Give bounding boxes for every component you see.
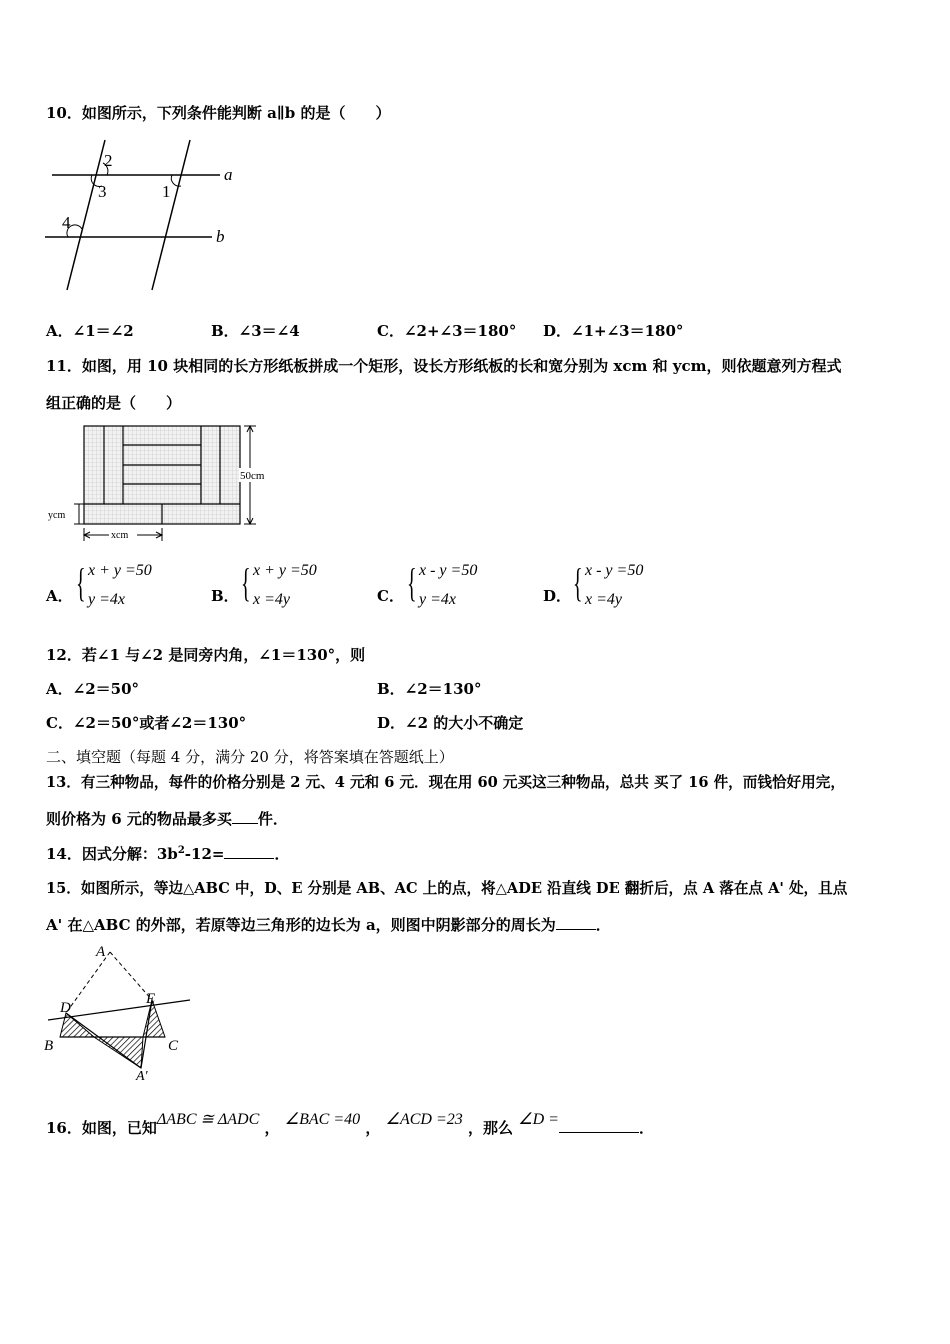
q12-option-d: D．∠2 的大小不确定 [377, 714, 524, 732]
q12-option-c: C．∠2＝50°或者∠2＝130° [46, 714, 247, 732]
q16-line [46, 1111, 654, 1138]
q11-option-c-eq1: x - y =50 [419, 562, 478, 579]
width-label: xcm [111, 530, 129, 541]
q16-answer-blank[interactable] [559, 1132, 639, 1133]
q11-stem-line1: 11．如图，用 10 块相同的长方形纸板拼成一个矩形，设长方形纸板的长和宽分别为 xcm 和 ycm，则依题意列方程式 [46, 357, 842, 375]
q10-option-a: A．∠1＝∠2 [46, 322, 134, 340]
q11-option-b-eq2: x =4y [253, 591, 290, 608]
q12-stem: 12．若∠1 与∠2 是同旁内角，∠1＝130°，则 [46, 646, 366, 664]
q16-end: ． [638, 1119, 654, 1137]
vertex-b-label: B [44, 1038, 54, 1054]
q10-option-d: D．∠1+∠3＝180° [543, 322, 684, 340]
angle-4-label: 4 [62, 213, 71, 232]
q16-congruence: ΔABC ≅ ΔADC [156, 1111, 260, 1128]
brace-a: { [76, 560, 86, 605]
q14-end: ． [274, 845, 290, 863]
q11-option-c-eq2: y =4x [419, 591, 456, 608]
section2-heading: 二、填空题（每题 4 分，满分 20 分，将答案填在答题纸上） [46, 748, 454, 766]
q15-end: ． [595, 916, 611, 934]
q11-option-a-letter: A． [46, 587, 73, 605]
q11-option-d-eq2: x =4y [585, 591, 622, 608]
q11-rectangle-figure [44, 422, 284, 544]
q11-option-b-system [253, 556, 317, 614]
q11-option-a-system [88, 556, 152, 614]
q16-mid: ，那么 [467, 1119, 513, 1137]
q13-line1: 13．有三种物品，每件的价格分别是 2 元、4 元和 6 元．现在用 60 元买这三种物品，总共 买了 16 件，而钱恰好用完， [46, 774, 845, 791]
y-label: ycm [48, 510, 66, 521]
q16-angle-acd: ∠ACD =23 [385, 1111, 463, 1128]
brace-b: { [241, 560, 251, 605]
q11-option-a-eq2: y =4x [88, 591, 125, 608]
q15-line2 [46, 914, 611, 935]
vertex-c-label: C [168, 1038, 179, 1054]
height-label: 50cm [240, 470, 265, 482]
q16-sep1: ， [264, 1119, 280, 1137]
q12-option-a: A．∠2＝50° [46, 680, 140, 698]
q11-option-b-eq1: x + y =50 [253, 562, 317, 579]
q15-line2-text: A' 在△ABC 的外部，若原等边三角形的边长为 a，则图中阴影部分的周长为 [46, 916, 556, 934]
q12-option-b: B．∠2＝130° [377, 680, 482, 698]
q15-triangle-fold-figure [40, 940, 200, 1082]
vertex-a-prime-label: A' [136, 1069, 148, 1082]
vertex-d-label: D [60, 1000, 71, 1016]
angle-3-label: 3 [98, 182, 107, 201]
q11-option-b-letter: B． [211, 587, 239, 605]
brace-d: { [573, 560, 583, 605]
q11-option-a-eq1: x + y =50 [88, 562, 152, 579]
angle-1-label: 1 [162, 182, 171, 201]
brace-c: { [407, 560, 417, 605]
line-b-label: b [216, 227, 225, 246]
q14-line [46, 843, 289, 864]
q11-option-d-eq1: x - y =50 [585, 562, 644, 579]
q10-option-c: C．∠2+∠3＝180° [377, 322, 517, 340]
q11-option-d-letter: D． [543, 587, 572, 605]
q10-stem: 10．如图所示，下列条件能判断 a∥b 的是（ ） [46, 104, 391, 122]
q16-sep2: ， [365, 1119, 381, 1137]
q14-after: -12= [184, 845, 225, 863]
q11-option-c-letter: C． [377, 587, 404, 605]
q16-angle-d: ∠D = [518, 1111, 559, 1128]
q11-option-d-system [585, 556, 643, 614]
vertex-a-label: A [96, 944, 106, 960]
q16-prefix: 16．如图，已知 [46, 1119, 157, 1137]
line-a-label: a [224, 165, 233, 184]
q15-answer-blank[interactable] [556, 929, 596, 930]
q13-line2-after: 件． [257, 810, 288, 828]
q10-parallel-lines-figure [40, 135, 250, 295]
q16-angle-bac: ∠BAC =40 [284, 1111, 361, 1128]
vertex-e-label: E [146, 991, 156, 1007]
q15-line1: 15．如图所示，等边△ABC 中，D、E 分别是 AB、AC 上的点，将△ADE 沿直线 DE 翻折后，点 A 落在点 A' 处，且点 [46, 880, 848, 897]
q11-option-c-system [419, 556, 477, 614]
q11-stem-line2: 组正确的是（ ） [46, 394, 182, 412]
q14-sup: 2 [177, 845, 185, 856]
angle-2-label: 2 [104, 151, 113, 170]
q13-line2-before: 则价格为 6 元的物品最多买 [46, 810, 232, 828]
q14-answer-blank[interactable] [224, 858, 274, 859]
q13-answer-blank[interactable] [232, 823, 258, 824]
q13-line2 [46, 808, 288, 829]
q14-before: 14．因式分解：3b [46, 845, 178, 863]
q10-option-b: B．∠3＝∠4 [211, 322, 300, 340]
